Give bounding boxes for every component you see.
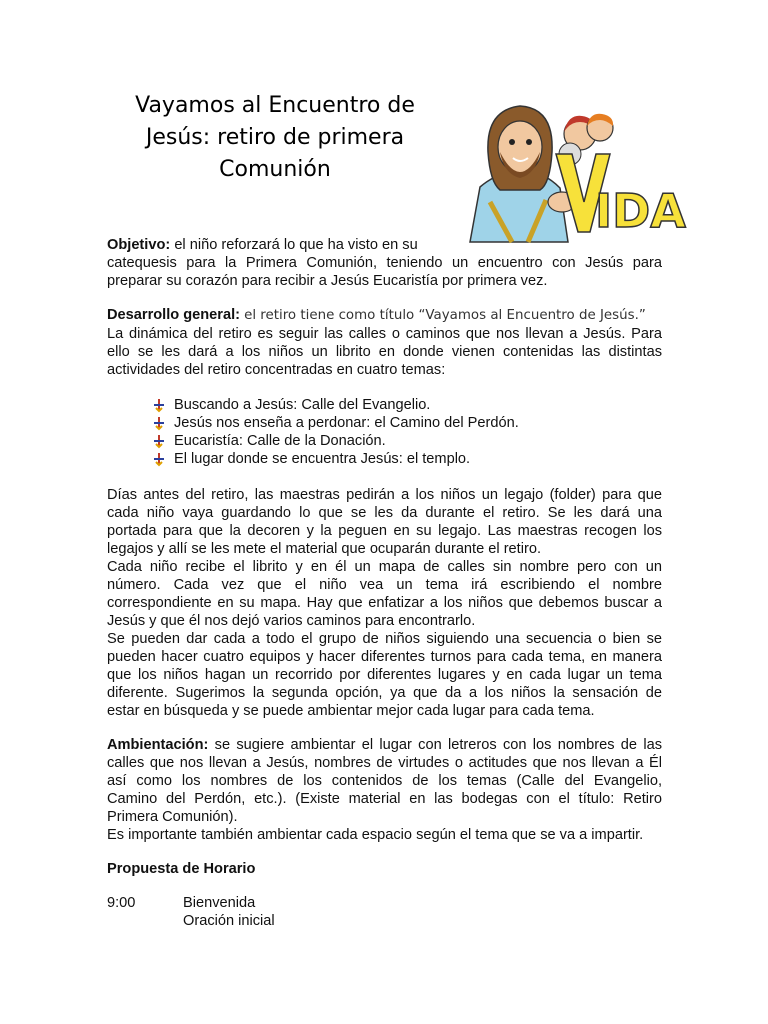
objetivo-line-1: el niño reforzará lo que ha visto en su — [174, 237, 418, 253]
body-line: correspondiente en su mapa. Hay que enfatizar a los niños que debemos buscar a — [107, 595, 662, 611]
objetivo-line-2: catequesis para la Primera Comunión, teniendo un encuentro con Jesús para — [107, 255, 662, 271]
desarrollo-line-3: ello se les dará a los niños un librito en donde vienen contenidas las distintas — [107, 344, 662, 360]
schedule-time: 9:00 — [107, 895, 136, 911]
tema-label: Eucaristía: Calle de la Donación. — [174, 433, 386, 449]
ambientacion-label: Ambientación: — [107, 737, 209, 753]
ambientacion-line-1: se sugiere ambientar el lugar con letreros con los nombres de las — [214, 737, 662, 753]
desarrollo-line-2: La dinámica del retiro es seguir las calles o caminos que nos llevan a Jesús. Para — [107, 326, 662, 342]
arrow-bullet-icon — [152, 452, 166, 466]
dias-paragraph — [107, 486, 662, 720]
body-line: Se pueden dar cada a todo el grupo de niños siguiendo una secuencia o bien se — [107, 631, 662, 647]
jesus-vida-illustration — [450, 92, 686, 242]
ambientacion-line-3: así como los nombres de los contenidos de los temas (Calle del Evangelio, — [107, 773, 662, 789]
body-line: portada para que la decoren y la peguen en su legajo. Las maestras recogen los — [107, 523, 662, 539]
list-item — [152, 450, 519, 468]
list-item — [152, 396, 519, 414]
arrow-bullet-icon — [152, 398, 166, 412]
document-title — [110, 90, 440, 186]
temas-list — [152, 396, 519, 468]
ambientacion-line-5: Primera Comunión). — [107, 809, 238, 825]
title-line-2: Jesús: retiro de primera — [145, 125, 405, 150]
title-line-1: Vayamos al Encuentro de — [135, 93, 415, 118]
ambientacion-line-4: Camino del Perdón, etc.). (Existe material en las bodegas con el título: Retiro — [107, 791, 662, 807]
body-line: Días antes del retiro, las maestras pedirán a los niños un legajo (folder) para que — [107, 487, 662, 503]
objetivo-line-3: preparar su corazón para recibir a Jesús Eucaristía por primera vez. — [107, 273, 548, 289]
body-line: cada niño vaya guardando lo que se les da durante el retiro. Se les dará una — [107, 505, 662, 521]
desarrollo-label: Desarrollo general: — [107, 307, 241, 323]
objetivo-label: Objetivo: — [107, 237, 171, 253]
tema-label: Jesús nos enseña a perdonar: el Camino del Perdón. — [174, 415, 519, 431]
ambientacion-line-2: calles que nos llevan a Jesús, nombres de virtudes o actitudes que nos llevan a Él — [107, 755, 662, 771]
body-line: diferente. Sugerimos la segunda opción, ya que da a los niños la sensación de — [107, 685, 662, 701]
schedule-activity: Bienvenida — [183, 895, 256, 911]
tema-label: El lugar donde se encuentra Jesús: el templo. — [174, 451, 471, 467]
list-item — [152, 432, 519, 450]
desarrollo-line-4: actividades del retiro concentradas en cuatro temas: — [107, 362, 446, 378]
objetivo-paragraph — [107, 236, 662, 290]
body-line: pueden hacer cuatro equipos y hacer diferentes turnos para cada tema, en manera — [107, 649, 662, 665]
body-line: Cada niño recibe el librito y en él un mapa de calles sin nombre pero con un — [107, 559, 662, 575]
desarrollo-line-1: el retiro tiene como título “Vayamos al Encuentro de Jesús.” — [244, 308, 646, 323]
ambientacion-line-6: Es importante también ambientar cada espacio según el tema que se va a impartir. — [107, 827, 644, 843]
body-line: Jesús y que él nos dejó varios caminos para encontrarlo. — [107, 613, 476, 629]
list-item — [152, 414, 519, 432]
title-line-3: Comunión — [219, 157, 331, 182]
body-line: legajos y allí se les mete el material que ocuparán durante el retiro. — [107, 541, 541, 557]
arrow-bullet-icon — [152, 416, 166, 430]
desarrollo-paragraph — [107, 306, 662, 379]
vida-logo-text: IDA — [595, 184, 686, 238]
body-line: estar en búsqueda y se puede ambientar mejor cada lugar para cada tema. — [107, 703, 595, 719]
arrow-bullet-icon — [152, 434, 166, 448]
body-line: número. Cada vez que el niño vea un tema irá escribiendo el nombre — [107, 577, 662, 593]
schedule-activity: Oración inicial — [183, 913, 275, 929]
ambientacion-paragraph — [107, 736, 662, 844]
horario-heading: Propuesta de Horario — [107, 861, 256, 877]
body-line: que los niños hagan un recorrido por diferentes lugares y en cada lugar un tema — [107, 667, 662, 683]
tema-label: Buscando a Jesús: Calle del Evangelio. — [174, 397, 431, 413]
